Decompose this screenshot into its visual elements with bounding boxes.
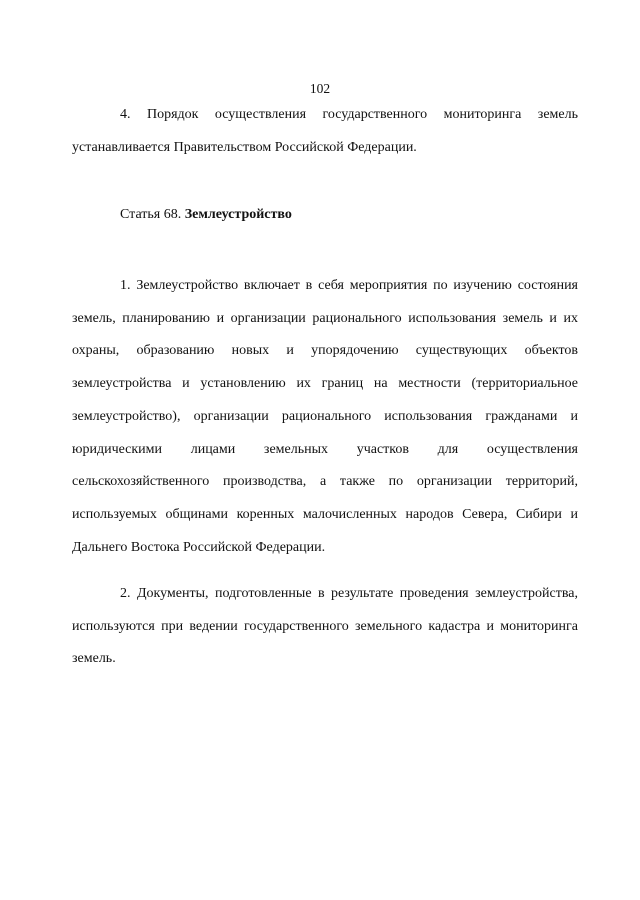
paragraph-1: 1. Землеустройство включает в себя мероприятия по изучению состояния земель, планированию и организации рационального использования земель и их охраны, образованию новых и упорядочению существующих объектов землеустройства и установлению их границ на местности (территориальное землеустройство), организации рационального использования гражданами и юридическими лицами земельных участков для осуществления сельскохозяйственного производства, а также по организации территорий, используемых общинами коренных малочисленных народов Севера, Сибири и Дальнего Востока Российской Федерации.: [72, 278, 578, 555]
article-title: Землеустройство: [184, 207, 292, 222]
article-heading: [120, 199, 292, 231]
paragraph-2: 2. Документы, подготовленные в результате проведения землеустройства, используются при ведении государственного земельного кадастра и мониторинга земель.: [72, 586, 578, 667]
page-number: 102: [309, 81, 331, 96]
article-number: Статья 68.: [120, 207, 182, 222]
paragraph-4: 4. Порядок осуществления государственного мониторинга земель устанавливается Правительством Российской Федерации.: [72, 107, 578, 155]
